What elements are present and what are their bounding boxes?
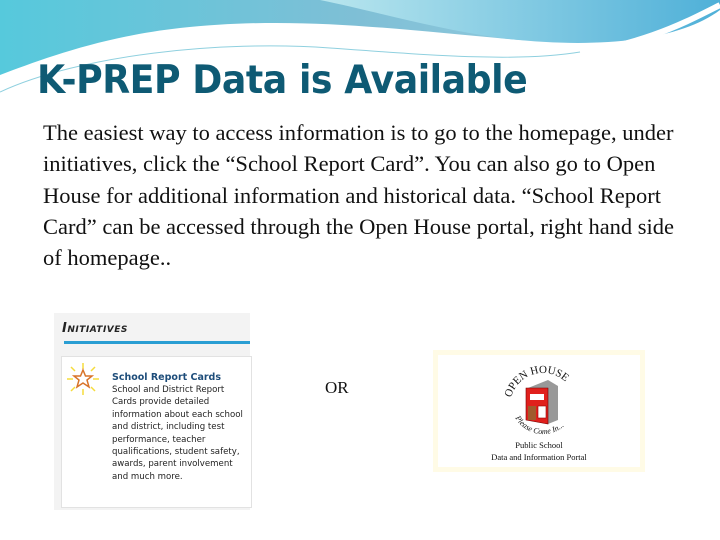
svg-text:Please Come In...: Please Come In... bbox=[513, 413, 566, 437]
school-report-cards-link[interactable]: School Report Cards bbox=[112, 372, 221, 383]
slide-body-text: The easiest way to access information is to go to the homepage, under initiatives, click the “School Report Card”. You can also go to Open House for additional information and historical data. “School Report Card” can be accessed through the Open House portal, right hand side of homepage.. bbox=[43, 120, 675, 271]
open-house-caption-line1: Public School bbox=[515, 440, 563, 450]
open-house-portal-logo[interactable] bbox=[433, 350, 645, 472]
school-report-card-item[interactable] bbox=[61, 356, 252, 508]
initiatives-screenshot bbox=[54, 313, 250, 510]
star-icon bbox=[66, 362, 100, 396]
open-house-logo-icon bbox=[498, 358, 588, 443]
school-report-cards-description: School and District Report Cards provide detailed information about each school and district, including test performance, teacher qualifications, student safety, awards, parent involvement and much more. bbox=[112, 385, 243, 482]
slide-title: K-PREP Data is Available bbox=[37, 58, 528, 103]
initiatives-heading: Initiatives bbox=[62, 321, 128, 336]
initiatives-divider bbox=[64, 341, 250, 344]
svg-text:OPEN HOUSE: OPEN HOUSE bbox=[502, 363, 572, 399]
open-house-caption-line2: Data and Information Portal bbox=[491, 452, 587, 462]
or-label: OR bbox=[325, 378, 349, 397]
